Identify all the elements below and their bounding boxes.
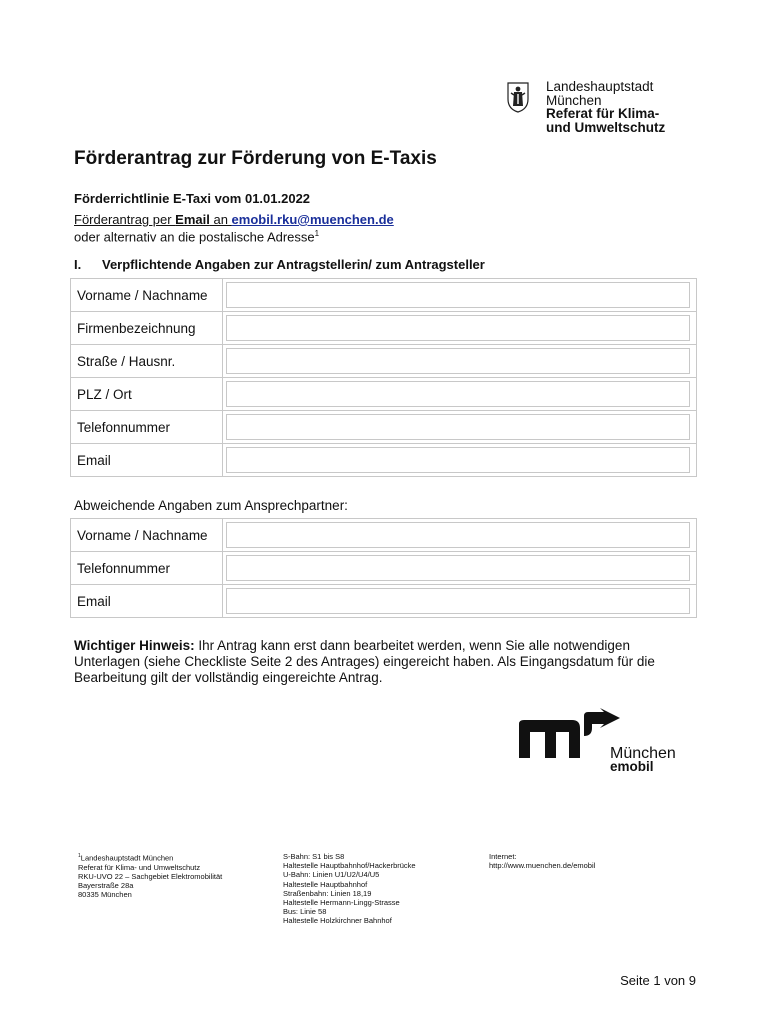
footer-line: RKU-UVO 22 – Sachgebiet Elektromobilität [78,871,223,881]
footer-line: Bus: Linie 58 [283,907,327,917]
footer-address [78,852,278,900]
footer-line: U-Bahn: Linien U1/U2/U4/U5 [283,870,380,880]
org-line-4: und Umweltschutz [546,119,666,135]
footer-line: Haltestelle Hauptbahnhof/Hackerbrücke [283,861,416,871]
field-label: Vorname / Nachname [71,519,223,552]
section-1-heading [74,257,485,272]
field-label: Email [71,585,223,618]
submission-middle: an [209,212,232,227]
name-input[interactable] [226,282,690,308]
org-line-2: München [546,92,602,108]
section-title: Verpflichtende Angaben zur Antragstellerin/ zum Antragsteller [102,257,485,272]
postal-text: oder alternativ an die postalische Adresse [74,229,315,245]
org-line-3: Referat für Klima- [546,106,660,121]
postal-address-line [74,229,319,244]
company-input[interactable] [226,315,690,341]
footer-line: Haltestelle Holzkirchner Bahnhof [283,916,392,926]
organization-name [546,80,665,134]
footer-transport [283,852,483,926]
page-number: Seite 1 von 9 [620,973,696,988]
form-row [71,444,697,477]
field-label: Email [71,444,223,477]
emobil-brand-text: emobil [610,759,654,774]
emobil-city-text: München [610,745,676,762]
submission-email-word: Email [175,212,210,227]
submission-prefix: Förderantrag per [74,212,176,227]
footnote-mark: 1 [314,229,320,238]
contact-section-heading: Abweichende Angaben zum Ansprechpartner: [74,498,348,513]
contact-email-input[interactable] [226,588,690,614]
field-label: Straße / Hausnr. [71,345,223,378]
notice-text: Ihr Antrag kann erst dann bearbeitet werden, wenn Sie alle notwendigen Unterlagen (siehe Checkliste Seite 2 des Antrages) eingereicht haben. Als Eingangsdatum für die Bearbeitung gilt der vollständig eingereichte Antrag. [74,638,655,685]
footer-line: Referat für Klima- und Umweltschutz [78,862,201,872]
footer-line: Bayerstraße 28a [78,881,134,891]
notice-label: Wichtiger Hinweis: [74,638,195,653]
form-row [71,585,697,618]
field-label: Telefonnummer [71,411,223,444]
form-row [71,312,697,345]
important-notice [74,638,694,686]
contact-form [70,518,697,618]
street-input[interactable] [226,348,690,374]
section-number: I. [74,257,82,272]
field-label: Firmenbezeichnung [71,312,223,345]
field-label: Vorname / Nachname [71,279,223,312]
footer-line: Straßenbahn: Linien 18,19 [283,888,372,898]
footer-footnote-mark: 1 [78,853,81,859]
org-line-1: Landeshauptstadt [546,79,654,94]
footer-line: Haltestelle Hauptbahnhof [283,879,368,889]
footer-url-link[interactable]: http://www.muenchen.de/emobil [489,861,596,871]
footer-line: Haltestelle Hermann-Lingg-Strasse [283,898,400,908]
munich-emobil-logo [516,708,691,778]
field-label: PLZ / Ort [71,378,223,411]
email-input[interactable] [226,447,690,473]
form-row [71,279,697,312]
footer-line: Internet: [489,852,517,861]
city-logo [506,80,665,134]
applicant-form [70,278,697,477]
form-row [71,552,697,585]
contact-name-input[interactable] [226,522,690,548]
field-label: Telefonnummer [71,552,223,585]
munich-crest-icon [506,81,530,113]
footer-line: S-Bahn: S1 bis S8 [283,852,345,861]
page-title: Förderantrag zur Förderung von E-Taxis [74,148,437,169]
email-link[interactable]: emobil.rku@muenchen.de [231,212,394,227]
guideline-subtitle: Förderrichtlinie E-Taxi vom 01.01.2022 [74,191,311,206]
form-row [71,378,697,411]
phone-input[interactable] [226,414,690,440]
form-row [71,345,697,378]
zip-city-input[interactable] [226,381,690,407]
footer-internet [489,852,689,870]
submission-line [74,212,394,227]
footer-line: 80335 München [78,890,132,900]
footer-line: Landeshauptstadt München [80,853,174,863]
form-row [71,411,697,444]
contact-phone-input[interactable] [226,555,690,581]
form-row [71,519,697,552]
